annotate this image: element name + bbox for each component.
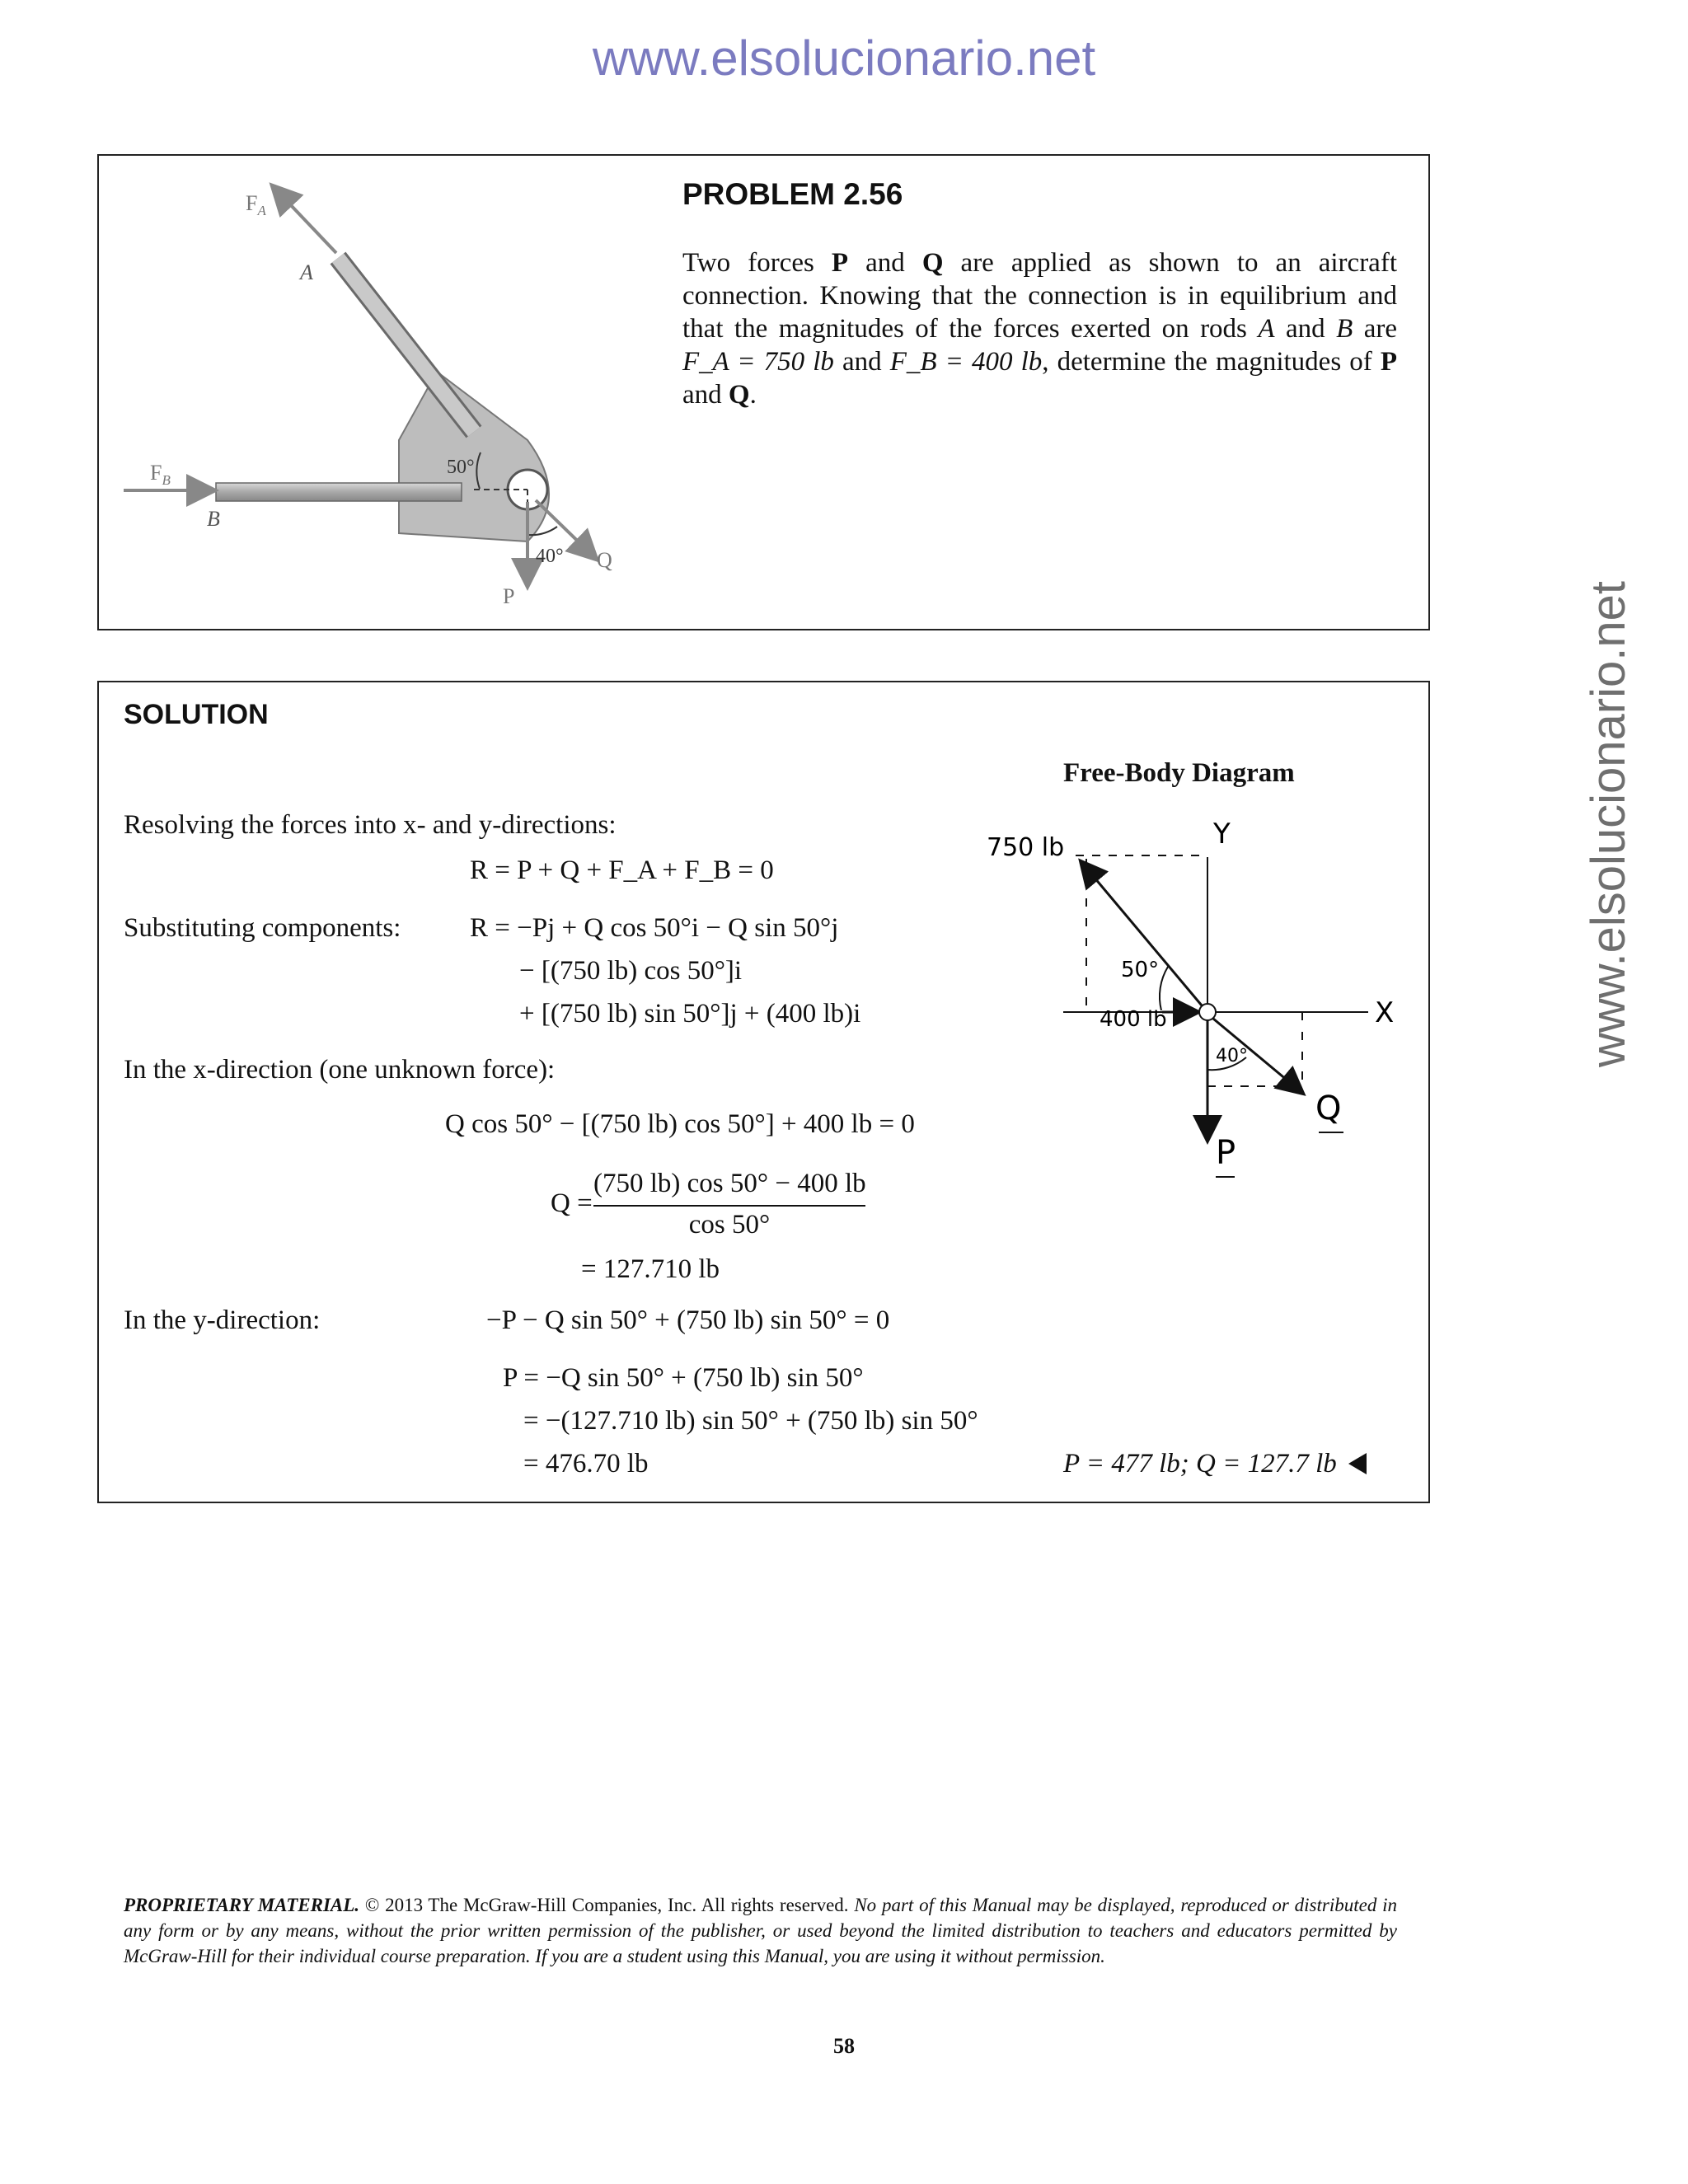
label-fb: $F_B$ (150, 461, 171, 488)
label-fa: $F_A$ (246, 191, 266, 218)
fbd-label-400: 400 lb (1100, 1007, 1167, 1032)
fbd-label-750: 750 lb (987, 833, 1065, 862)
eq-q-denominator: cos 50° (688, 1210, 771, 1240)
watermark-top: www.elsolucionario.net (592, 30, 1096, 86)
text-y-direction: In the y-direction: (124, 1305, 321, 1335)
page-number: 58 (833, 2034, 855, 2058)
footer: PROPRIETARY MATERIAL. © 2013 The McGraw-Hill Companies, Inc. All rights reserved. No part of this Manual may be displayed, reproduced or distributed in any form or by any means, without the prior written permission of the publisher, or used beyond the limited distribution to teachers and educators permitted by McGraw-Hill for their individual course preparation. If you are a student using this Manual, you are using it without permission. (124, 1895, 1397, 1966)
eq-resultant: R = P + Q + F_A + F_B = 0 (470, 855, 774, 885)
eq-sub-3: + [(750 lb) sin 50°]j + (400 lb)i (519, 999, 861, 1029)
eq-y: −P − Q sin 50° + (750 lb) sin 50° = 0 (486, 1305, 890, 1335)
problem-box (97, 154, 1430, 630)
fbd-label-50: 50° (1121, 958, 1160, 982)
label-angle-40: 40° (536, 546, 564, 567)
problem-title: PROBLEM 2.56 (682, 177, 903, 211)
fbd-label-y: Y (1213, 818, 1231, 851)
eq-sub-1: R = −Pj + Q cos 50°i − Q sin 50°j (470, 913, 839, 943)
fbd-label-x: X (1375, 996, 1395, 1029)
fbd-label-40: 40° (1216, 1046, 1248, 1066)
text-resolving: Resolving the forces into x- and y-directions: (124, 810, 617, 840)
rod-b (216, 483, 462, 501)
label-angle-50: 50° (447, 457, 475, 478)
solution-box (97, 681, 1430, 1503)
watermark-side: www.elsolucionario.net (1582, 581, 1635, 1067)
eq-q-numerator: (750 lb) cos 50° − 400 lb (593, 1169, 866, 1198)
eq-p-2: = −(127.710 lb) sin 50° + (750 lb) sin 50° (523, 1406, 978, 1436)
label-q: Q (597, 548, 612, 572)
fbd-title: Free-Body Diagram (1063, 758, 1295, 788)
eq-sub-2: − [(750 lb) cos 50°]i (519, 956, 743, 986)
eq-p-3: = 476.70 lb (523, 1449, 649, 1479)
fbd-force-750 (1081, 862, 1202, 1005)
problem-statement: Two forces P and Q are applied as shown to an aircraft connection. Knowing that the connection is in equilibrium and that the magnitudes of the forces exerted on rods A and B are F_A = 750 lb and F_B = 400 lb, determine the magnitudes of P and Q. (682, 248, 1397, 410)
fbd-label-q: Q (1315, 1090, 1342, 1127)
solution-title: SOLUTION (124, 699, 269, 730)
text-substituting: Substituting components: (124, 913, 401, 943)
fbd-label-p: P (1216, 1134, 1236, 1172)
force-fa-arrow (274, 187, 336, 253)
label-p: P (503, 584, 515, 608)
final-answer: P = 477 lb; Q = 127.7 lb (1063, 1449, 1367, 1479)
eq-x: Q cos 50° − [(750 lb) cos 50°] + 400 lb = 0 (445, 1109, 915, 1139)
problem-figure (99, 156, 676, 632)
label-a: A (300, 260, 313, 284)
label-b: B (207, 507, 220, 531)
answer-marker-icon (1348, 1453, 1367, 1474)
eq-q-value: = 127.710 lb (581, 1254, 720, 1284)
eq-p-1: P = −Q sin 50° + (750 lb) sin 50° (503, 1363, 864, 1393)
eq-q-lhs: Q = (551, 1188, 593, 1218)
fbd-origin (1199, 1004, 1216, 1020)
rod-a (338, 258, 474, 432)
text-x-direction: In the x-direction (one unknown force): (124, 1055, 556, 1085)
fraction-bar (593, 1205, 865, 1207)
